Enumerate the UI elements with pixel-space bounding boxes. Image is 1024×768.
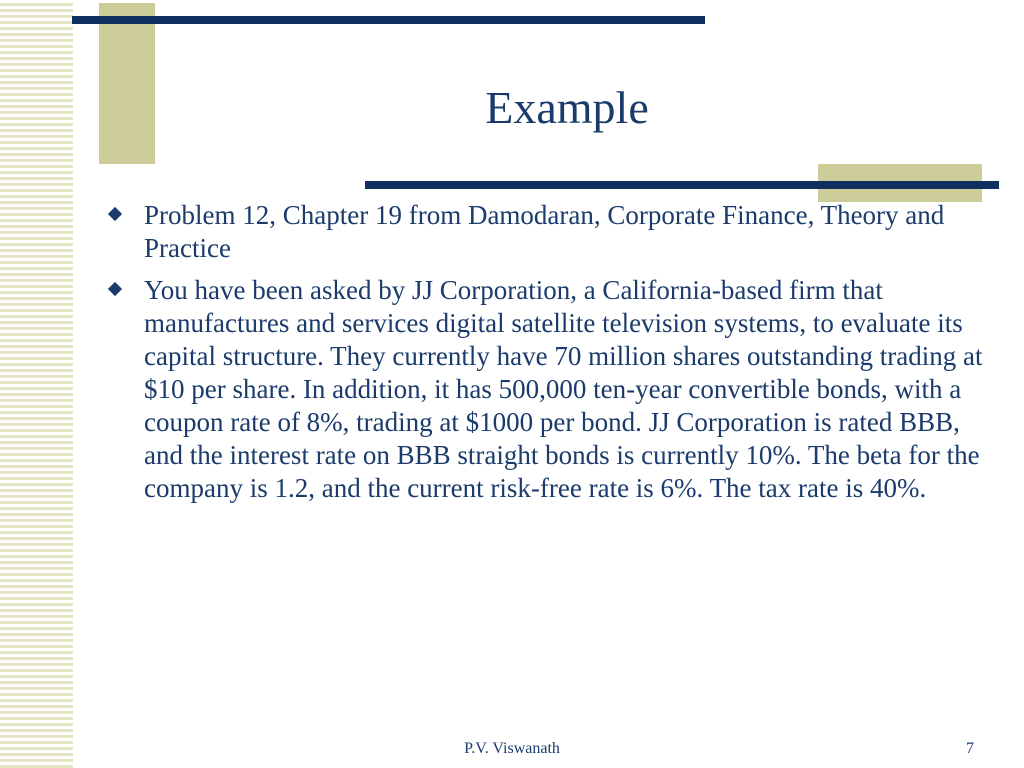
- bullet-item: [106, 199, 986, 265]
- footer-author: P.V. Viswanath: [464, 740, 560, 757]
- bullet-text: You have been asked by JJ Corporation, a California-based firm that manufactures and services digital satellite television systems, to evaluate its capital structure. They currently have 70 million shares outstanding trading at $10 per share. In addition, it has 500,000 ten-year convertible bonds, with a coupon rate of 8%, trading at $1000 per bond. JJ Corporation is rated BBB, and the interest rate on BBB straight bonds is currently 10%. The beta for the company is 1.2, and the current risk-free rate is 6%. The tax rate is 40%.: [144, 275, 983, 503]
- bullet-list: [106, 199, 986, 514]
- striped-sidebar-decoration: [0, 0, 73, 768]
- top-accent-bar: [72, 16, 705, 24]
- bullet-item: [106, 274, 986, 505]
- top-accent-block: [99, 3, 155, 164]
- title-underline-bar: [365, 181, 999, 189]
- page-number: 7: [966, 740, 974, 757]
- slide-title: Example: [485, 82, 649, 133]
- diamond-bullet-icon: [108, 207, 122, 221]
- bullet-text: Problem 12, Chapter 19 from Damodaran, Corporate Finance, Theory and Practice: [144, 200, 945, 263]
- diamond-bullet-icon: [108, 282, 122, 296]
